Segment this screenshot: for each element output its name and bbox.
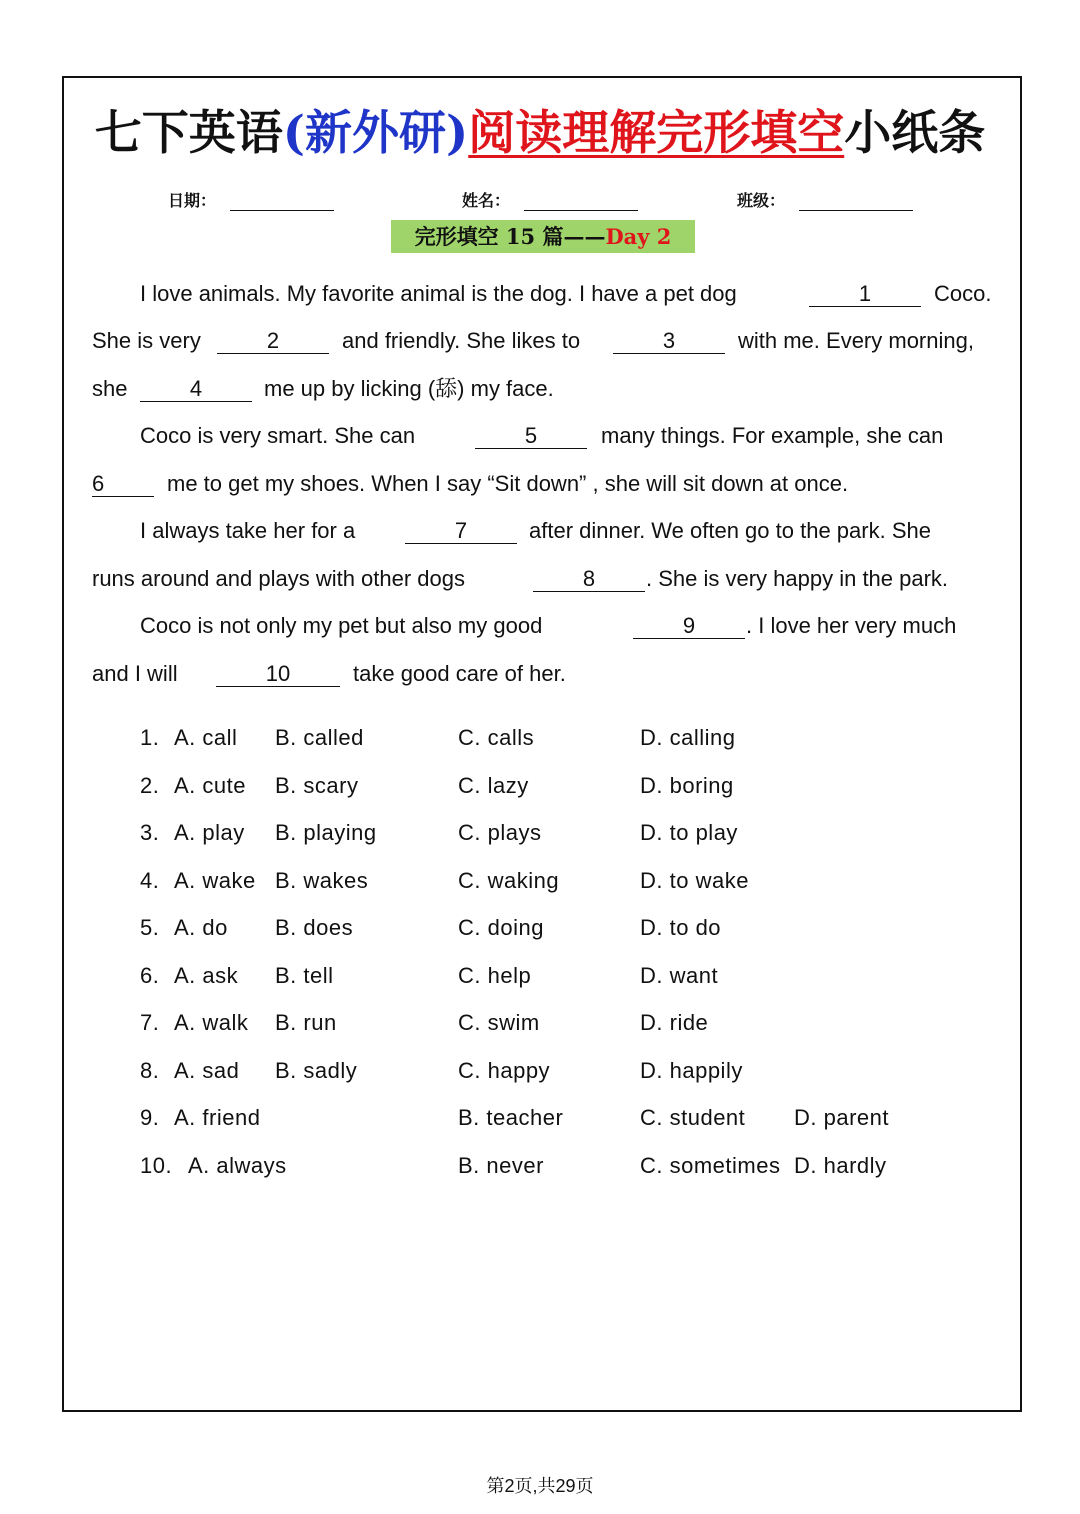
passage-text: . She is very happy in the park.: [646, 566, 949, 591]
blank-1[interactable]: 1: [809, 282, 921, 307]
title-part4: 小纸条: [844, 106, 986, 161]
passage-text: Coco is very smart. She can: [140, 423, 416, 448]
option-d[interactable]: D. want: [640, 963, 719, 988]
option-a[interactable]: A. cute: [174, 773, 246, 798]
question-number: 3.: [140, 820, 160, 845]
passage-line: [92, 470, 154, 498]
option-c[interactable]: C. doing: [458, 915, 544, 940]
date-field: [168, 188, 334, 211]
blank-6[interactable]: 6: [92, 472, 154, 497]
passage-line: [353, 660, 566, 688]
option-c[interactable]: C. lazy: [458, 773, 529, 798]
option-c[interactable]: C. plays: [458, 820, 542, 845]
passage-line: [264, 375, 554, 403]
passage-text: Coco.: [934, 281, 992, 306]
passage-line: [140, 422, 415, 450]
option-d[interactable]: D. happily: [640, 1058, 743, 1083]
passage-text: me to get my shoes. When I say “Sit down” , she will sit down at once.: [167, 471, 849, 496]
passage-line: [533, 565, 645, 593]
passage-text: I always take her for a: [140, 518, 356, 543]
blank-5[interactable]: 5: [475, 424, 587, 449]
option-a[interactable]: A. walk: [174, 1010, 249, 1035]
option-d[interactable]: D. calling: [640, 725, 736, 750]
name-label: 姓名：: [462, 191, 511, 210]
passage-line: [92, 660, 178, 688]
passage-text: Coco is not only my pet but also my good: [140, 613, 543, 638]
option-d[interactable]: D. boring: [640, 773, 734, 798]
passage-line: [633, 612, 745, 640]
date-line[interactable]: [230, 192, 334, 211]
blank-2[interactable]: 2: [217, 329, 329, 354]
option-d[interactable]: D. ride: [640, 1010, 709, 1035]
blank-8[interactable]: 8: [533, 567, 645, 592]
option-a[interactable]: A. wake: [174, 868, 256, 893]
passage-line: [934, 280, 991, 308]
option-a[interactable]: A. do: [174, 915, 228, 940]
passage-line: [140, 517, 355, 545]
passage-line: [601, 422, 943, 450]
date-label: 日期：: [168, 191, 217, 210]
question-number: 5.: [140, 915, 160, 940]
passage-line: [140, 612, 542, 640]
option-b[interactable]: B. sadly: [275, 1058, 358, 1083]
option-c[interactable]: C. student: [640, 1105, 746, 1130]
passage-line: [529, 517, 931, 545]
option-a[interactable]: A. play: [174, 820, 245, 845]
option-c[interactable]: C. help: [458, 963, 532, 988]
passage-line: [746, 612, 956, 640]
option-b[interactable]: B. never: [458, 1153, 544, 1178]
class-field: [737, 188, 913, 211]
passage-line: [217, 327, 329, 355]
passage-line: [167, 470, 848, 498]
option-c[interactable]: C. sometimes: [640, 1153, 781, 1178]
passage-text: . I love her very much: [746, 613, 957, 638]
option-a[interactable]: A. always: [188, 1153, 287, 1178]
title-part3: 阅读理解完形填空: [468, 106, 845, 161]
blank-9[interactable]: 9: [633, 614, 745, 639]
blank-4[interactable]: 4: [140, 377, 252, 402]
passage-text: runs around and plays with other dogs: [92, 566, 466, 591]
passage-text: she: [92, 376, 128, 401]
option-d[interactable]: D. to wake: [640, 868, 749, 893]
blank-7[interactable]: 7: [405, 519, 517, 544]
option-b[interactable]: B. playing: [275, 820, 377, 845]
passage-line: [92, 327, 201, 355]
passage-line: [475, 422, 587, 450]
option-d[interactable]: D. to do: [640, 915, 722, 940]
option-b[interactable]: B. called: [275, 725, 364, 750]
option-c[interactable]: C. swim: [458, 1010, 540, 1035]
passage-line: [216, 660, 340, 688]
passage-line: [92, 565, 465, 593]
passage-text: after dinner. We often go to the park. She: [529, 518, 931, 543]
question-number: 1.: [140, 725, 160, 750]
title-part1: 七下英语: [94, 106, 283, 161]
class-label: 班级：: [737, 191, 786, 210]
question-number: 4.: [140, 868, 160, 893]
title-part2: (新外研): [282, 106, 469, 161]
passage-text: and I will: [92, 661, 178, 686]
option-c[interactable]: C. calls: [458, 725, 535, 750]
passage-text: She is very: [92, 328, 201, 353]
option-a[interactable]: A. sad: [174, 1058, 240, 1083]
blank-3[interactable]: 3: [613, 329, 725, 354]
page-number: 第2页,共29页: [486, 1476, 594, 1496]
passage-text: with me. Every morning,: [738, 328, 974, 353]
tag-left: 完形填空 15 篇——: [414, 224, 606, 249]
passage-text: me up by licking (舔) my face.: [264, 376, 554, 401]
passage-line: [342, 327, 580, 355]
passage-text: I love animals. My favorite animal is the dog. I have a pet dog: [140, 281, 737, 306]
question-number: 8.: [140, 1058, 160, 1083]
option-b[interactable]: B. scary: [275, 773, 359, 798]
name-field: [462, 188, 638, 211]
question-number: 2.: [140, 773, 160, 798]
option-c[interactable]: C. waking: [458, 868, 560, 893]
option-d[interactable]: D. parent: [794, 1105, 889, 1130]
passage-line: [92, 375, 127, 403]
question-number: 9.: [140, 1105, 160, 1130]
passage-line: [738, 327, 974, 355]
passage-line: [809, 280, 921, 308]
question-number: 10.: [140, 1153, 173, 1178]
passage-line: [646, 565, 948, 593]
class-line[interactable]: [799, 192, 913, 211]
passage-line: [140, 375, 252, 403]
passage-text: take good care of her.: [353, 661, 566, 686]
option-c[interactable]: C. happy: [458, 1058, 551, 1083]
page-title: [0, 96, 1080, 163]
passage-line: [405, 517, 517, 545]
option-b[interactable]: B. tell: [275, 963, 334, 988]
question-number: 6.: [140, 963, 160, 988]
option-b[interactable]: B. does: [275, 915, 354, 940]
option-a[interactable]: A. ask: [174, 963, 239, 988]
option-d[interactable]: D. to play: [640, 820, 738, 845]
tag-day: Day 2: [605, 224, 672, 249]
option-b[interactable]: B. wakes: [275, 868, 369, 893]
passage-text: and friendly. She likes to: [342, 328, 581, 353]
option-a[interactable]: A. friend: [174, 1105, 261, 1130]
name-line[interactable]: [524, 192, 638, 211]
option-a[interactable]: A. call: [174, 725, 238, 750]
section-tag: [391, 220, 695, 253]
option-b[interactable]: B. teacher: [458, 1105, 564, 1130]
blank-10[interactable]: 10: [216, 662, 340, 687]
question-number: 7.: [140, 1010, 160, 1035]
option-d[interactable]: D. hardly: [794, 1153, 887, 1178]
passage-text: many things. For example, she can: [601, 423, 944, 448]
passage-line: [140, 280, 737, 308]
passage-line: [613, 327, 725, 355]
option-b[interactable]: B. run: [275, 1010, 337, 1035]
